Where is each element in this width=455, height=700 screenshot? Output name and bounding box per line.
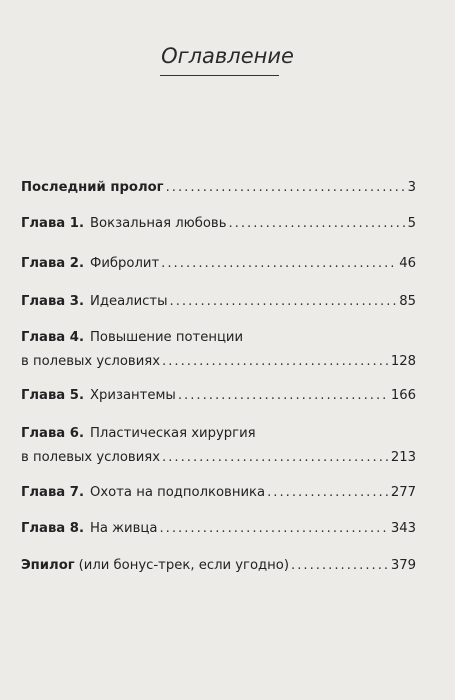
- toc-entry-chapter-2[interactable]: [21, 256, 416, 272]
- page-number: 85: [399, 294, 416, 309]
- chapter-label: Глава 8.: [21, 521, 84, 536]
- entry-title: Охота на подполковника: [89, 485, 266, 500]
- chapter-label: Глава 6.: [21, 426, 84, 441]
- leader-dots: [228, 216, 405, 232]
- toc-entry-chapter-8[interactable]: [21, 521, 416, 537]
- chapter-label: Глава 7.: [21, 485, 84, 500]
- toc-entry-chapter-5[interactable]: [21, 388, 416, 404]
- entry-title: Хризантемы: [89, 388, 176, 403]
- leader-dots: [178, 388, 389, 404]
- leader-dots: [162, 354, 389, 370]
- entry-title: Последний пролог: [21, 180, 164, 195]
- leader-dots: [161, 256, 397, 272]
- chapter-label: Глава 4.: [21, 330, 84, 345]
- page-number: 3: [407, 180, 416, 195]
- page-number: 343: [390, 521, 416, 536]
- entry-title: На живца: [89, 521, 158, 536]
- toc-entry-chapter-4[interactable]: [21, 330, 416, 370]
- entry-title-continued: в полевых условиях: [21, 450, 161, 465]
- leader-dots: [166, 180, 406, 196]
- entry-title: (или бонус-трек, если угодно): [78, 558, 290, 573]
- toc-title: Оглавление: [161, 44, 294, 68]
- leader-dots: [170, 294, 398, 310]
- page-number: 379: [390, 558, 416, 573]
- entry-title: Повышение потенции: [89, 330, 244, 345]
- toc-entry-epilogue[interactable]: [21, 558, 416, 574]
- entry-title: Фибролит: [89, 256, 160, 271]
- page-number: 46: [399, 256, 416, 271]
- leader-dots: [267, 485, 389, 501]
- toc-entry-prologue[interactable]: [21, 180, 416, 196]
- entry-title: Идеалисты: [89, 294, 168, 309]
- leader-dots: [159, 521, 388, 537]
- entry-title: Пластическая хирургия: [89, 426, 256, 441]
- toc-entry-chapter-1[interactable]: [21, 216, 416, 232]
- entry-title: Вокзальная любовь: [89, 216, 227, 231]
- toc-entry-chapter-3[interactable]: [21, 294, 416, 310]
- page-number: 166: [390, 388, 416, 403]
- page-number: 128: [390, 354, 416, 369]
- page-number: 277: [390, 485, 416, 500]
- entry-title-continued: в полевых условиях: [21, 354, 161, 369]
- leader-dots: [162, 450, 389, 466]
- page-number: 5: [407, 216, 416, 231]
- chapter-label: Глава 1.: [21, 216, 84, 231]
- leader-dots: [291, 558, 389, 574]
- chapter-label: Глава 3.: [21, 294, 84, 309]
- title-underline: [160, 75, 279, 76]
- chapter-label: Глава 2.: [21, 256, 84, 271]
- chapter-label: Глава 5.: [21, 388, 84, 403]
- page-number: 213: [390, 450, 416, 465]
- toc-entry-chapter-7[interactable]: [21, 485, 416, 501]
- chapter-label: Эпилог: [21, 558, 75, 573]
- toc-entry-chapter-6[interactable]: [21, 426, 416, 466]
